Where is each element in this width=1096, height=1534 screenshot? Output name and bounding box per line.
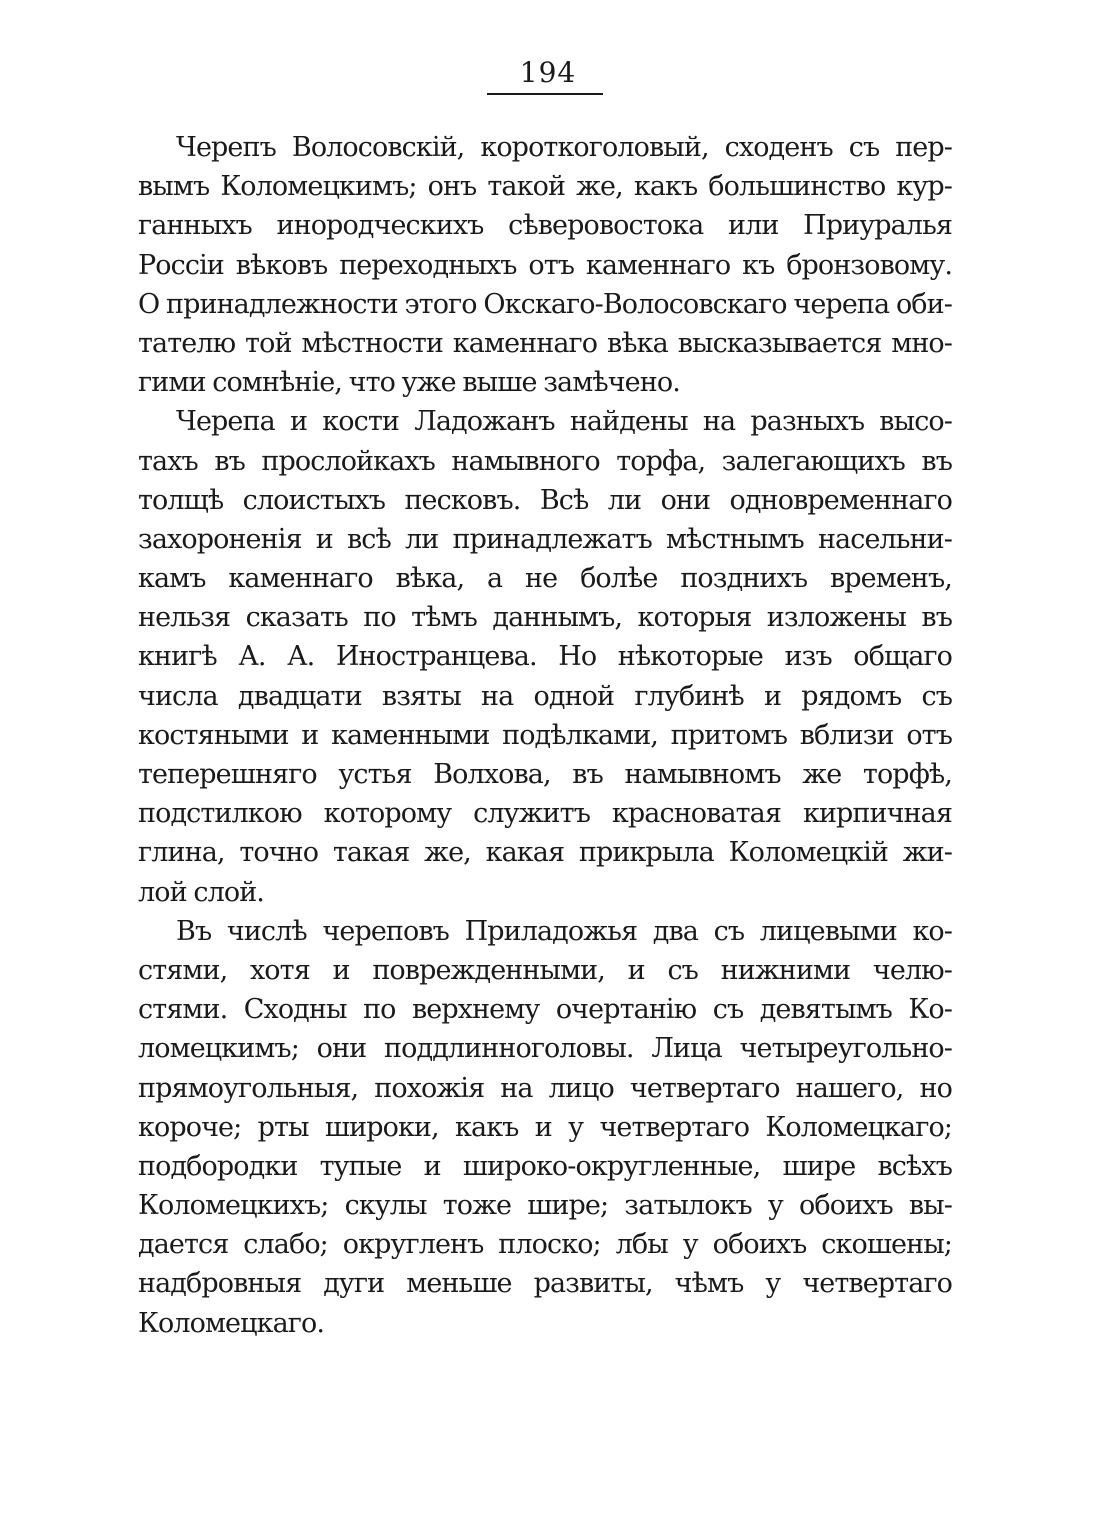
text-line: нельзя сказать по тѣмъ даннымъ, которыя изложены въ — [138, 602, 952, 634]
page-number: 194 — [519, 56, 577, 89]
text-line: стями, хотя и поврежденными, и съ нижними челю- — [138, 954, 952, 986]
text-line: захороненія и всѣ ли принадлежатъ мѣстнымъ насельни- — [138, 523, 952, 555]
text-line: Коломецкихъ; скулы тоже шире; затылокъ у обоихъ вы- — [138, 1190, 952, 1222]
paragraph — [138, 912, 952, 1343]
text-line: стями. Сходны по верхнему очертанію съ девятымъ Ко- — [138, 994, 952, 1026]
text-line: Въ числѣ череповъ Приладожья два съ лицевыми ко- — [176, 915, 952, 947]
text-line: тателю той мѣстности каменнаго вѣка высказывается мно- — [138, 327, 952, 359]
text-line: вымъ Коломецкимъ; онъ такой же, какъ большинство кур- — [138, 171, 952, 203]
text-line: Черепъ Волосовскій, короткоголовый, сходенъ съ пер- — [176, 132, 952, 163]
text-line: теперешняго устья Волхова, въ намывномъ же торфѣ, — [138, 759, 952, 790]
text-line: Коломецкаго. — [138, 1307, 325, 1339]
text-line: тахъ въ прослойкахъ намывного торфа, залегающихъ въ — [138, 445, 952, 477]
text-line: Черепа и кости Ладожанъ найдены на разныхъ высо- — [176, 406, 952, 438]
text-line: короче; рты широки, какъ и у четвертаго Коломецкаго; — [138, 1111, 952, 1143]
text-line: подстилкою которому служитъ красноватая кирпичная — [138, 798, 952, 830]
text-line: книгѣ А. А. Иностранцева. Но нѣкоторые изъ общаго — [138, 641, 952, 673]
paragraph — [138, 402, 952, 911]
text-line: дается слабо; округленъ плоско; лбы у обоихъ скошены; — [138, 1229, 952, 1261]
text-line: надбровныя дуги меньше развиты, чѣмъ у четвертаго — [138, 1268, 952, 1300]
page-header — [0, 56, 1096, 90]
text-line: гими сомнѣніе, что уже выше замѣчено. — [138, 367, 680, 399]
text-line: камъ каменнаго вѣка, а не болѣе позднихъ временъ, — [138, 563, 952, 595]
text-line: ломецкимъ; они поддлинноголовы. Лица четыреугольно- — [138, 1033, 952, 1065]
text-line: Россіи вѣковъ переходныхъ отъ каменнаго къ бронзовому. — [138, 249, 952, 281]
text-line: О принадлежности этого Окскаго-Волосовскаго черепа оби- — [138, 288, 952, 320]
body-text — [138, 128, 952, 1343]
text-line: глина, точно такая же, какая прикрыла Коломецкій жи- — [138, 837, 952, 869]
text-line: костяными и каменными подѣлками, притомъ вблизи отъ — [138, 719, 952, 751]
paragraph — [138, 128, 952, 402]
text-line: подбородки тупые и широко-округленные, шире всѣхъ — [138, 1150, 952, 1182]
text-line: числа двадцати взяты на одной глубинѣ и рядомъ съ — [138, 680, 952, 712]
text-line: толщѣ слоистыхъ песковъ. Всѣ ли они одновременнаго — [138, 484, 952, 516]
text-line: прямоугольныя, похожія на лицо четвертаго нашего, но — [138, 1072, 952, 1104]
header-rule — [487, 93, 603, 95]
text-line: лой слой. — [138, 876, 264, 908]
text-line: ганныхъ инородческихъ сѣверовостока или Приуралья — [138, 210, 952, 242]
